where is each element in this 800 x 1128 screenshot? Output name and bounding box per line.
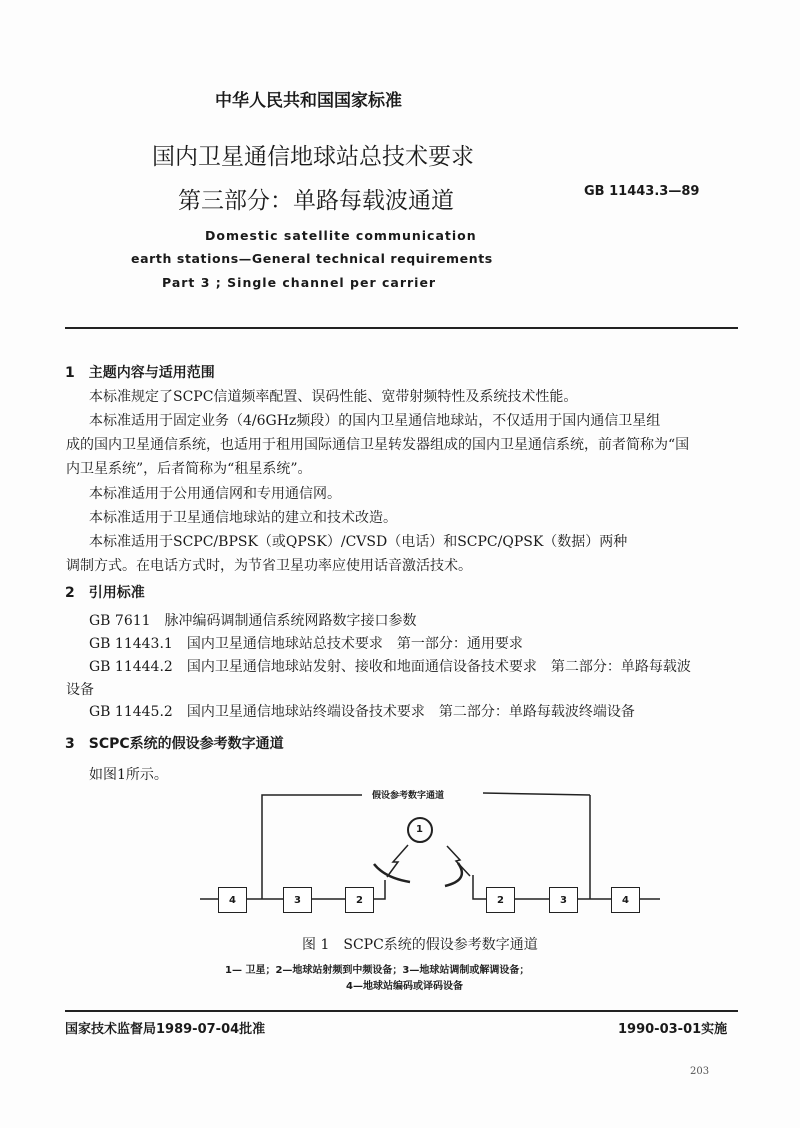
box-rf-left: 2 <box>345 887 374 913</box>
title-en-1: Domestic satellite communication <box>205 228 477 243</box>
paragraph-line: 如图1所示。 <box>89 767 168 783</box>
satellite-label: 1 <box>416 824 423 835</box>
figure-legend-1: 1— 卫星；2—地球站射频到中频设备；3—地球站调制或解调设备； <box>225 965 530 976</box>
antenna-left-icon <box>374 864 410 882</box>
paragraph-line: 本标准适用于卫星通信地球站的建立和技术改造。 <box>89 510 397 526</box>
section-3-heading: 3 SCPC系统的假设参考数字通道 <box>65 736 284 752</box>
section-1-heading: 1 主题内容与适用范围 <box>65 365 215 381</box>
title-en-3: Part 3 ; Single channel per carrier <box>162 275 437 290</box>
paragraph-line: 本标准适用于公用通信网和专用通信网。 <box>89 486 341 502</box>
box-codec-right: 4 <box>611 887 640 913</box>
paragraph-line: 调制方式。在电话方式时，为节省卫星功率应使用话音激活技术。 <box>66 558 472 574</box>
paragraph-line: 成的国内卫星通信系统，也适用于租用国际通信卫星转发器组成的国内卫星通信系统，前者简称为“国 <box>66 437 690 453</box>
page-number: 203 <box>690 1066 710 1077</box>
title-cn-2: 第三部分：单路每载波通道 <box>178 188 454 214</box>
footer-rule <box>65 1010 738 1012</box>
uplink-signal-icon <box>387 845 408 877</box>
figure-legend-2: 4—地球站编码或译码设备 <box>346 981 463 992</box>
section-2-heading: 2 引用标准 <box>65 585 145 601</box>
approval-date: 国家技术监督局1989-07-04批准 <box>65 1022 266 1037</box>
reference-item: GB 11445.2 国内卫星通信地球站终端设备技术要求 第二部分：单路每载波终端设备 <box>89 704 635 720</box>
effective-date: 1990-03-01实施 <box>618 1022 728 1037</box>
standard-number: GB 11443.3—89 <box>584 184 700 199</box>
paragraph-line: 本标准适用于SCPC/BPSK（或QPSK）/CVSD（电话）和SCPC/QPSK（数据）两种 <box>89 534 628 550</box>
figure-caption: 图 1 SCPC系统的假设参考数字通道 <box>302 937 538 953</box>
standard-org: 中华人民共和国国家标准 <box>215 91 402 111</box>
bracket-label: 假设参考数字通道 <box>372 791 445 801</box>
reference-item: GB 11443.1 国内卫星通信地球站总技术要求 第一部分：通用要求 <box>89 636 523 652</box>
paragraph-line: 本标准规定了SCPC信道频率配置、误码性能、宽带射频特性及系统技术性能。 <box>89 389 578 405</box>
antenna-right-icon <box>445 863 462 886</box>
downlink-signal-icon <box>447 846 470 876</box>
title-cn-1: 国内卫星通信地球站总技术要求 <box>152 144 474 170</box>
paragraph-line: 本标准适用于固定业务（4/6GHz频段）的国内卫星通信地球站，不仅适用于国内通信卫星组 <box>89 413 661 429</box>
box-codec-left: 4 <box>218 887 247 913</box>
box-rf-right: 2 <box>486 887 515 913</box>
reference-item: GB 11444.2 国内卫星通信地球站发射、接收和地面通信设备技术要求 第二部分：单路每载波 <box>89 659 691 675</box>
box-modem-right: 3 <box>549 887 578 913</box>
paragraph-line: 内卫星系统”，后者简称为“租星系统”。 <box>66 461 312 477</box>
box-modem-left: 3 <box>283 887 312 913</box>
reference-item: GB 7611 脉冲编码调制通信系统网路数字接口参数 <box>89 613 417 629</box>
title-en-2: earth stations—General technical requirements <box>131 251 493 266</box>
reference-item-cont: 设备 <box>66 682 94 698</box>
